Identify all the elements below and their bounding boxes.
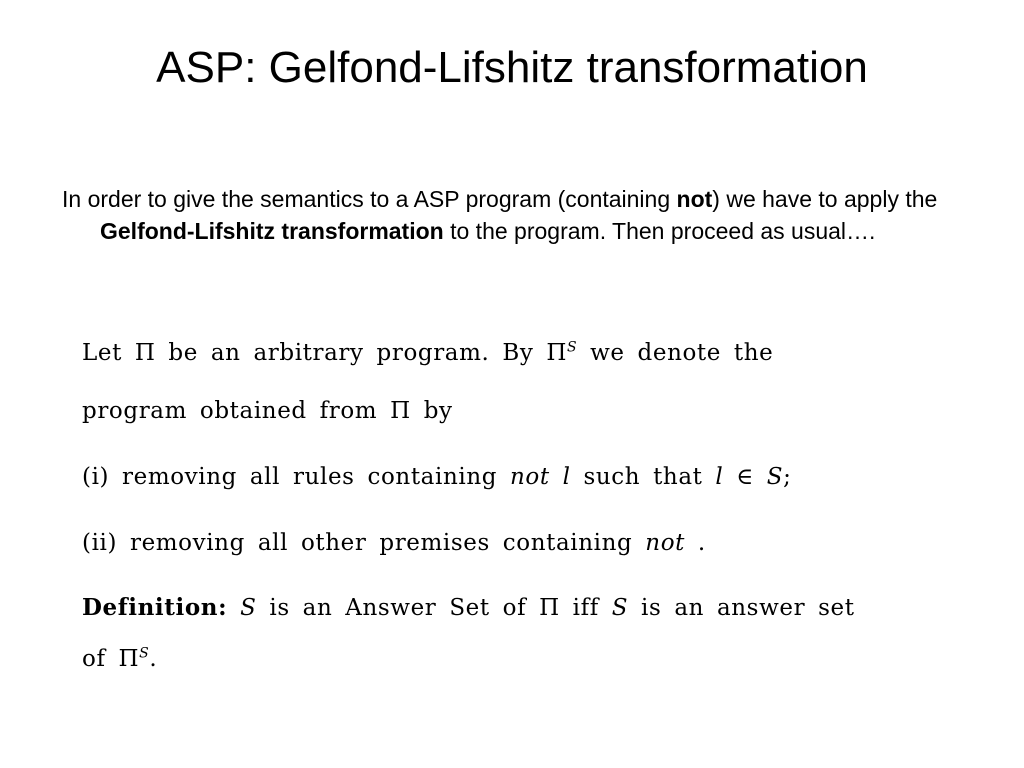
definition-line-2: program obtained from Π by — [82, 398, 453, 424]
definition-line-1: Let Π be an arbitrary program. By $\Pi^S$ we denote the — [82, 339, 774, 366]
definition-line-5: Definition: S is an Answer Set of Π iff S is an answer set — [82, 594, 855, 621]
intro-text-1: In order to give the semantics to a ASP program (containing — [62, 186, 677, 212]
definition-line-6: of $\Pi^S$. — [82, 645, 158, 672]
intro-text-2: ) we have to apply the — [712, 186, 938, 212]
intro-text-3: to the program. Then proceed as usual…. — [443, 218, 876, 244]
intro-paragraph — [62, 183, 1024, 247]
definition-line-3: (i) removing all rules containing not l such that l ∈ S; — [82, 464, 792, 490]
intro-bold-not: not — [676, 186, 713, 212]
intro-bold-transformation: Gelfond-Lifshitz transformation — [100, 218, 444, 244]
slide-title: ASP: Gelfond-Lifshitz transformation — [156, 43, 868, 92]
definition-line-4: (ii) removing all other premises containing not . — [82, 530, 706, 556]
